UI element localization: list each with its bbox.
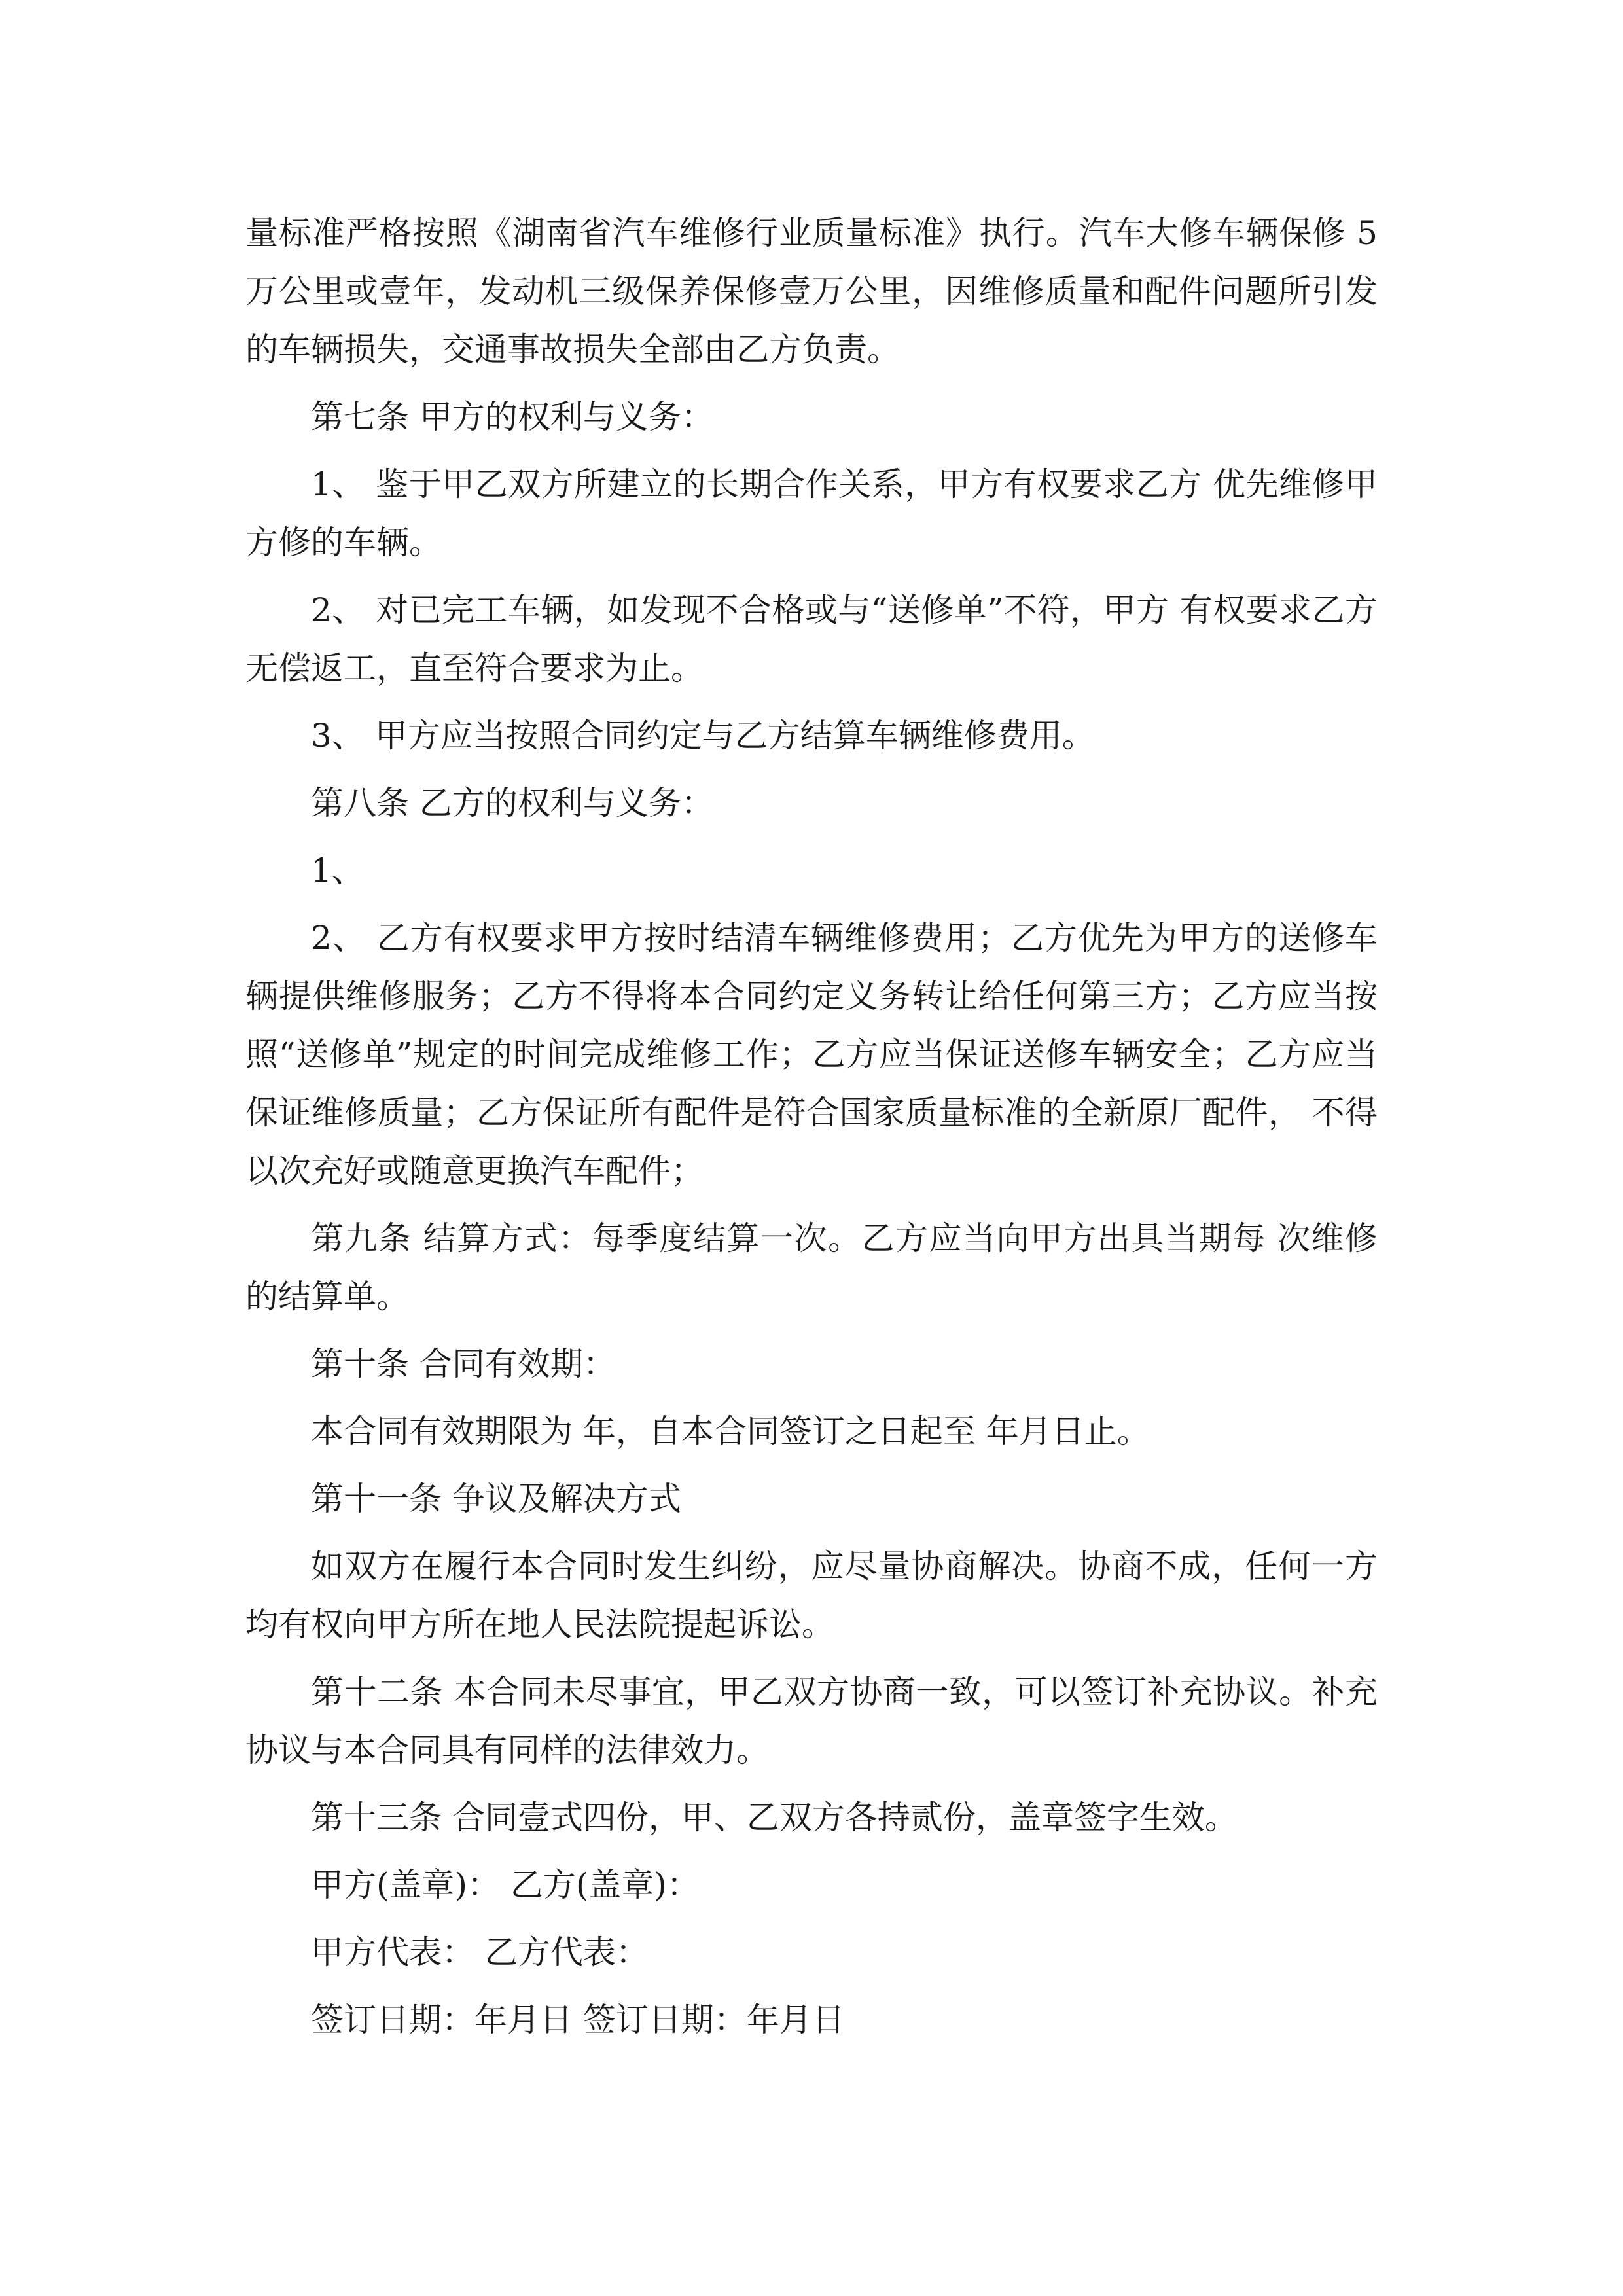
article-11-heading: 第十一条 争议及解决方式	[311, 1480, 681, 1518]
article-7-item-2: 2、 对已完工车辆，如发现不合格或与“送修单”不符，甲方 有权要求乙方无偿返工，直至符合要求为止。	[245, 591, 1378, 687]
article-9-settlement: 第九条 结算方式：每季度结算一次。乙方应当向甲方出具当期每 次维修的结算单。	[245, 1219, 1378, 1316]
article-13-copies: 第十三条 合同壹式四份，甲、乙双方各持贰份，盖章签字生效。	[311, 1799, 1238, 1837]
article-7-heading: 第七条 甲方的权利与义务：	[311, 398, 714, 436]
article-8-item-1: 1、	[311, 852, 365, 889]
article-8-item-2: 2、 乙方有权要求甲方按时结清车辆维修费用；乙方优先为甲方的送修车辆提供维修服务；乙方不得将本合同约定义务转让给任何第三方；乙方应当按照“送修单”规定的时间完成维修工作；乙方应当保证送修车辆安全；乙方应当保证维修质量；乙方保证所有配件是符合国家质量标准的全新原厂配件， 不得以次充好或随意更换汽车配件；	[245, 919, 1378, 1190]
article-12-supplement: 第十二条 本合同未尽事宜，甲乙双方协商一致，可以签订补充协议。补充协议与本合同具有同样的法律效力。	[245, 1673, 1378, 1769]
paragraph-quality-warranty: 量标准严格按照《湖南省汽车维修行业质量标准》执行。汽车大修车辆保修 5 万公里或壹年，发动机三级保养保修壹万公里，因维修质量和配件问题所引发的车辆损失，交通事故损失全部由乙方负责。	[245, 214, 1378, 368]
document-body	[245, 204, 1378, 2058]
article-7-item-1: 1、 鉴于甲乙双方所建立的长期合作关系，甲方有权要求乙方 优先维修甲方修的车辆。	[245, 465, 1378, 562]
article-8-heading: 第八条 乙方的权利与义务：	[311, 784, 714, 822]
article-11-dispute: 如双方在履行本合同时发生纠纷，应尽量协商解决。协商不成，任何一方均有权向甲方所在地人民法院提起诉讼。	[245, 1547, 1378, 1643]
article-7-item-3: 3、 甲方应当按照合同约定与乙方结算车辆维修费用。	[311, 717, 1095, 755]
signature-date-line: 签订日期：年月日 签订日期：年月日	[311, 2001, 845, 2039]
signature-representative-line: 甲方代表： 乙方代表：	[311, 1933, 649, 1971]
article-10-heading: 第十条 合同有效期：	[311, 1345, 616, 1383]
signature-seal-line: 甲方(盖章)： 乙方(盖章)：	[311, 1866, 700, 1904]
article-10-term: 本合同有效期限为 年，自本合同签订之日起至 年月日止。	[311, 1412, 1150, 1450]
